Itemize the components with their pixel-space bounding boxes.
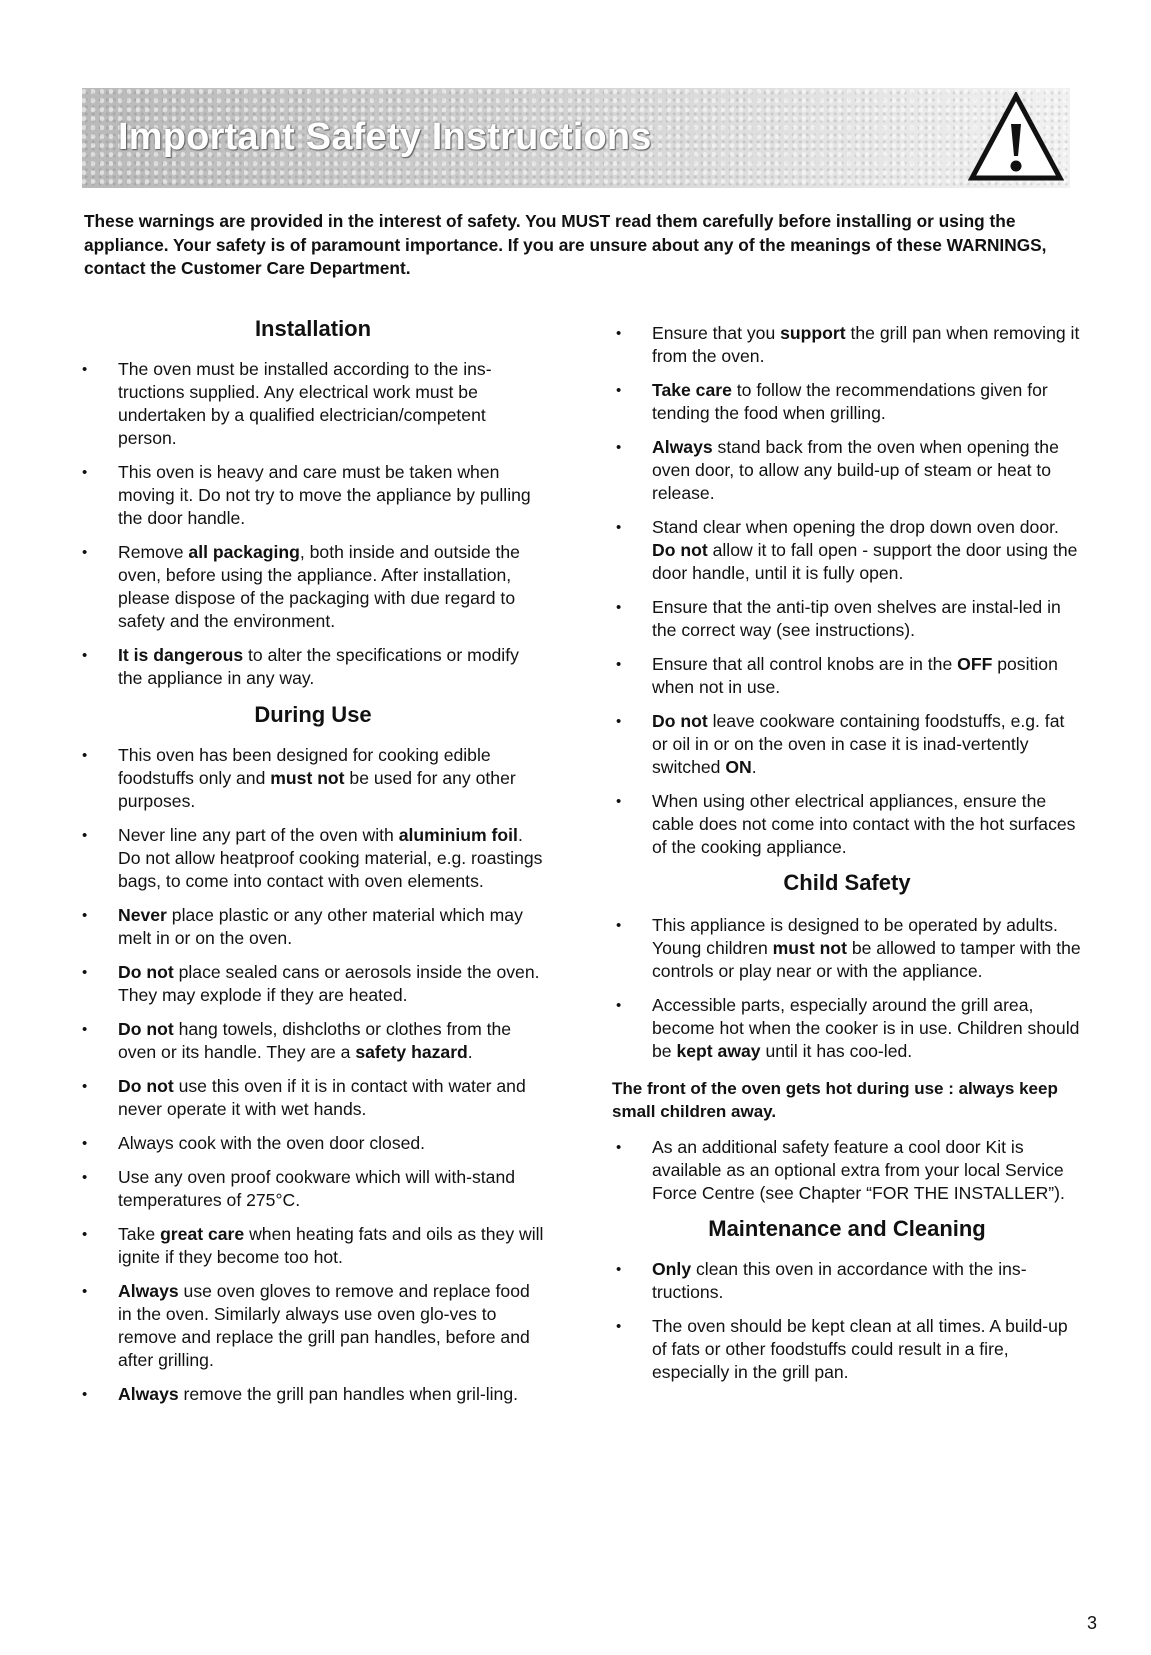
item-text: Never line any part of the oven with bbox=[118, 825, 399, 845]
item-emphasis: Do not bbox=[118, 962, 174, 982]
item-text: to alter the specifications or modify the appliance in any way. bbox=[118, 645, 519, 688]
list-item bbox=[78, 1018, 548, 1064]
list-item bbox=[78, 961, 548, 1007]
warning-triangle-icon bbox=[968, 92, 1064, 184]
maintenance-heading: Maintenance and Cleaning bbox=[708, 1216, 986, 1241]
list-item bbox=[612, 379, 1082, 425]
list-item bbox=[78, 1075, 548, 1121]
item-text: . bbox=[467, 1042, 473, 1062]
during-use-continued-list bbox=[612, 322, 1082, 859]
item-text: leave cookware containing foodstuffs, e.g. fat or oil in or on the oven in case it is inad-vertently switched bbox=[652, 711, 1065, 777]
item-emphasis: Always bbox=[118, 1281, 179, 1301]
item-emphasis: aluminium foil bbox=[398, 825, 518, 845]
item-text: Accessible parts, especially around the grill area, become hot when the cooker is in use. Children should be bbox=[652, 995, 1080, 1061]
item-emphasis: safety hazard bbox=[355, 1042, 468, 1062]
list-item bbox=[78, 644, 548, 690]
list-item bbox=[612, 596, 1082, 642]
item-text: be allowed to tamper with the controls or play near or with the appliance. bbox=[652, 938, 1081, 981]
installation-heading: Installation bbox=[254, 316, 372, 341]
item-emphasis: Never bbox=[118, 905, 167, 925]
item-text: be used for any other purposes. bbox=[118, 768, 516, 811]
item-text: use this oven if it is in contact with water and never operate it with wet hands. bbox=[118, 1076, 526, 1119]
item-text: , both inside and outside the oven, before using the appliance. After installation, please dispose of the packaging with due regard to safety and the environment. bbox=[118, 542, 520, 631]
left-column bbox=[78, 316, 548, 1417]
item-text: use oven gloves to remove and replace food in the oven. Similarly always use oven glo-ves to remove and replace the grill pan handles, before and after grilling. bbox=[118, 1281, 530, 1370]
during-use-heading: During Use bbox=[254, 702, 372, 727]
item-emphasis: Only bbox=[652, 1259, 692, 1279]
list-item bbox=[78, 1223, 548, 1269]
maintenance-list bbox=[612, 1258, 1082, 1384]
list-item bbox=[78, 1166, 548, 1212]
child-safety-list bbox=[612, 914, 1082, 1063]
list-item bbox=[612, 436, 1082, 505]
item-text: As an additional safety feature a cool door Kit is available as an optional extra from your local Service Force Centre (see Chapter “FOR THE INSTALLER”). bbox=[652, 1137, 1065, 1203]
item-text: This oven is heavy and care must be taken when moving it. Do not try to move the appliance by pulling the door handle. bbox=[118, 462, 531, 528]
list-item bbox=[612, 516, 1082, 585]
item-emphasis: all packaging bbox=[188, 542, 300, 562]
list-item bbox=[612, 790, 1082, 859]
list-item bbox=[78, 1280, 548, 1372]
list-item bbox=[78, 824, 548, 893]
item-text: . bbox=[751, 757, 757, 777]
item-emphasis: Do not bbox=[118, 1076, 174, 1096]
list-item bbox=[612, 914, 1082, 983]
list-item bbox=[612, 1258, 1082, 1304]
child-safety-heading: Child Safety bbox=[783, 870, 911, 895]
item-text: Ensure that the anti-tip oven shelves are instal-led in the correct way (see instructions). bbox=[652, 597, 1061, 640]
list-item bbox=[78, 744, 548, 813]
item-emphasis: Do not bbox=[652, 540, 708, 560]
item-text: This oven has been designed for cooking edible foodstuffs only and bbox=[118, 745, 491, 788]
item-text: clean this oven in accordance with the ins-tructions. bbox=[652, 1259, 1027, 1302]
item-text: remove the grill pan handles when gril-ling. bbox=[178, 1384, 518, 1404]
item-text: until it has coo-led. bbox=[760, 1041, 913, 1061]
item-emphasis: It is dangerous bbox=[118, 645, 244, 665]
list-item bbox=[78, 1132, 548, 1155]
item-emphasis: support bbox=[780, 323, 846, 343]
page-title: Important Safety Instructions bbox=[118, 116, 652, 158]
list-item bbox=[78, 358, 548, 450]
item-text: position when not in use. bbox=[652, 654, 1058, 697]
list-item bbox=[612, 653, 1082, 699]
item-text: Ensure that you bbox=[652, 323, 781, 343]
item-text: The oven must be installed according to the ins-tructions supplied. Any electrical work must be undertaken by a qualified electrician/competent person. bbox=[118, 359, 492, 448]
list-item bbox=[612, 710, 1082, 779]
item-text: place sealed cans or aerosols inside the oven. They may explode if they are heated. bbox=[118, 962, 540, 1005]
item-emphasis: ON bbox=[725, 757, 752, 777]
item-text: Always cook with the oven door closed. bbox=[118, 1133, 426, 1153]
item-emphasis: must not bbox=[772, 938, 847, 958]
item-text: stand back from the oven when opening the oven door, to allow any build-up of steam or heat to release. bbox=[652, 437, 1059, 503]
list-item bbox=[612, 994, 1082, 1063]
item-emphasis: must not bbox=[270, 768, 345, 788]
item-emphasis: OFF bbox=[957, 654, 993, 674]
item-text: Stand clear when opening the drop down oven door. bbox=[652, 517, 1059, 537]
item-emphasis: Do not bbox=[652, 711, 708, 731]
list-item bbox=[78, 1383, 548, 1406]
item-text: Remove bbox=[118, 542, 189, 562]
item-text: when heating fats and oils as they will ignite if they become too hot. bbox=[118, 1224, 544, 1267]
item-emphasis: Always bbox=[118, 1384, 179, 1404]
list-item bbox=[78, 541, 548, 633]
intro-warning: These warnings are provided in the interest of safety. You MUST read them carefully before installing or using the appliance. Your safety is of paramount importance. If you are unsure about any of the meanings of these WARNINGS, contact the Customer Care Department. bbox=[84, 211, 1047, 278]
item-emphasis: Always bbox=[652, 437, 713, 457]
item-text: Take bbox=[118, 1224, 161, 1244]
title-banner bbox=[82, 88, 1070, 188]
during-use-list bbox=[78, 744, 548, 1406]
item-text: hang towels, dishcloths or clothes from the oven or its handle. They are a bbox=[118, 1019, 512, 1062]
item-emphasis: great care bbox=[160, 1224, 245, 1244]
item-emphasis: kept away bbox=[676, 1041, 761, 1061]
item-text: . Do not allow heatproof cooking material, e.g. roastings bags, to come into contact with oven elements. bbox=[118, 825, 543, 891]
item-emphasis: Do not bbox=[118, 1019, 174, 1039]
item-text: allow it to fall open - support the door using the door handle, until it is fully open. bbox=[652, 540, 1078, 583]
right-column bbox=[612, 322, 1082, 1395]
item-text: to follow the recommendations given for tending the food when grilling. bbox=[652, 380, 1048, 423]
list-item bbox=[612, 1136, 1082, 1205]
page-number: 3 bbox=[1087, 1613, 1098, 1633]
item-text: Use any oven proof cookware which will with-stand temperatures of 275°C. bbox=[118, 1167, 516, 1210]
list-item bbox=[78, 904, 548, 950]
list-item bbox=[78, 461, 548, 530]
list-item bbox=[612, 1315, 1082, 1384]
item-text: This appliance is designed to be operated by adults. Young children bbox=[652, 915, 1058, 958]
list-item bbox=[612, 322, 1082, 368]
installation-list bbox=[78, 358, 548, 690]
item-emphasis: Take care bbox=[652, 380, 732, 400]
item-text: the grill pan when removing it from the oven. bbox=[652, 323, 1080, 366]
child-safety-note: The front of the oven gets hot during use : always keep small children away. bbox=[612, 1079, 1058, 1121]
child-safety-extra-list bbox=[612, 1136, 1082, 1205]
item-text: place plastic or any other material which may melt in or on the oven. bbox=[118, 905, 523, 948]
item-text: The oven should be kept clean at all times. A build-up of fats or other foodstuffs could result in a fire, especially in the grill pan. bbox=[652, 1316, 1068, 1382]
item-text: When using other electrical appliances, ensure the cable does not come into contact with the hot surfaces of the cooking appliance. bbox=[652, 791, 1076, 857]
item-text: Ensure that all control knobs are in the bbox=[652, 654, 958, 674]
